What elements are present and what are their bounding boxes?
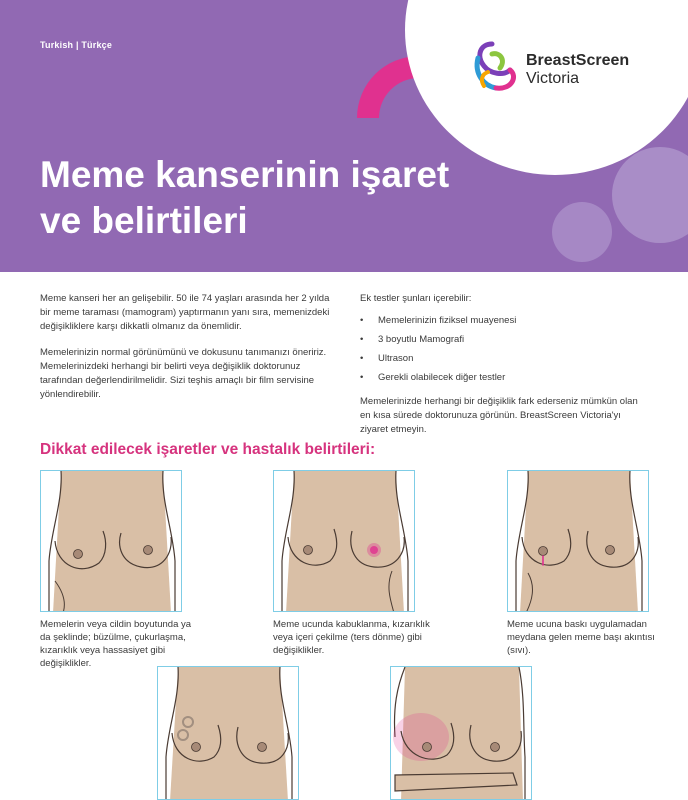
- page-title-line-1: Meme kanserinin işaret: [40, 154, 450, 195]
- tests-column: [360, 292, 650, 449]
- torso-illustration: [158, 667, 299, 800]
- page-title: [40, 152, 560, 244]
- page-title-line-2: ve belirtileri: [40, 200, 248, 241]
- torso-illustration: [41, 471, 182, 612]
- tests-heading: Ek testler şunları içerebilir:: [360, 293, 472, 304]
- illustration-lump: [157, 666, 299, 800]
- breastscreen-logo-icon: [470, 40, 522, 96]
- caption-size-shape-change: Memelerin veya cildin boyutunda ya da şeklinde; büzülme, çukurlaşma, kızarıklık veya hassasiyet gibi değişiklikler.: [40, 619, 192, 669]
- logo-wordmark-line-1: BreastScreen: [526, 52, 630, 69]
- tests-closing: Memelerinizde herhangi bir değişiklik fark ederseniz mümkün olan en kısa sürede doktorunuza görünün. BreastScreen Victoria'yı ziyaret etmeyin.: [360, 396, 638, 435]
- illustration-nipple-discharge: [507, 470, 649, 612]
- illustration-skin-redness: [390, 666, 532, 800]
- tests-list-item: • Gerekli olabilecek diğer testler: [360, 371, 650, 385]
- tests-list-item: • 3 boyutlu Mamografi: [360, 333, 650, 347]
- torso-illustration: [508, 471, 649, 612]
- header-banner: [0, 0, 688, 272]
- tests-list-item: • Memelerinizin fiziksel muayenesi: [360, 314, 650, 328]
- intro-paragraph-1: Meme kanseri her an gelişebilir. 50 ile 74 yaşları arasında her 2 yılda bir meme taraması (mamogram) yaptırmanın yanı sıra, memenizdeki değişikliklere karşı dikkatli olmanız da önemlidir.: [40, 293, 330, 332]
- intro-paragraph-2: Memelerinizin normal görünümünü ve dokusunu tanımanızı öneririz. Memelerinizdeki herhangi bir belirti veya değişiklik doktorunuz tarafından değerlendirilmelidir. Sizi teşhis amaçlı bir film servisine yönlendirebilir.: [40, 347, 327, 400]
- torso-illustration: [391, 667, 532, 800]
- logo-wordmark-line-2: Victoria: [526, 70, 580, 87]
- torso-illustration: [274, 471, 415, 612]
- illustration-size-shape-change: [40, 470, 182, 612]
- tests-list-item: • Ultrason: [360, 352, 650, 366]
- tests-list: [360, 314, 650, 385]
- caption-nipple-change: Meme ucunda kabuklanma, kızarıklık veya içeri çekilme (ters dönme) gibi değişiklikler.: [273, 619, 430, 656]
- caption-nipple-discharge: Meme ucuna baskı uygulamadan meydana gelen meme başı akıntısı (sıvı).: [507, 619, 655, 656]
- language-label: Turkish | Türkçe: [40, 40, 113, 50]
- breastscreen-logo[interactable]: [470, 40, 670, 100]
- illustration-nipple-change: [273, 470, 415, 612]
- intro-column: [40, 292, 335, 414]
- signs-heading: Dikkat edilecek işaretler ve hastalık belirtileri:: [40, 441, 376, 458]
